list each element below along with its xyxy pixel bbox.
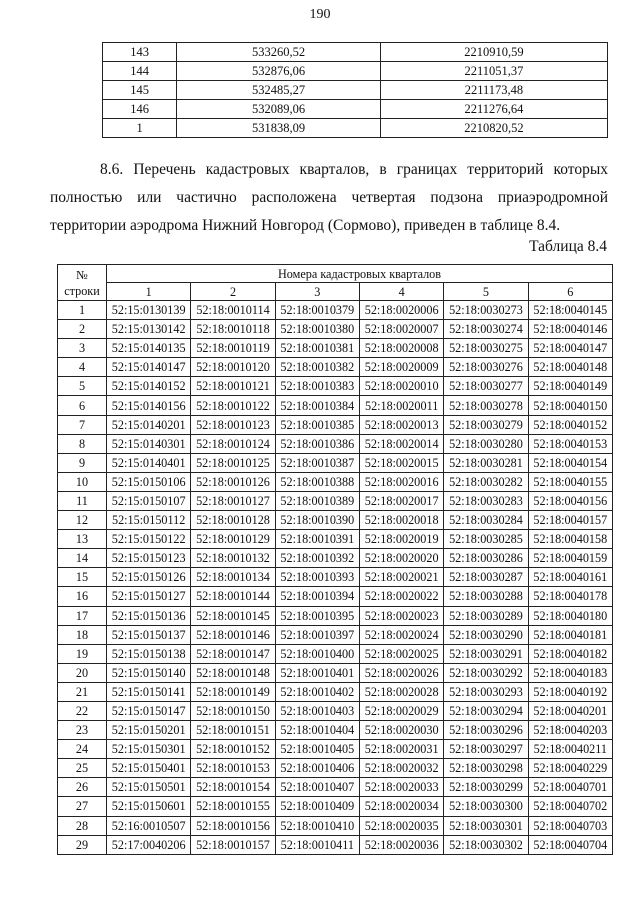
cadastral-number-cell: 52:18:0030291 xyxy=(444,644,528,663)
row-number-cell: 28 xyxy=(58,816,107,835)
cadastral-number-cell: 52:15:0150138 xyxy=(107,644,191,663)
cadastral-number-cell: 52:18:0020014 xyxy=(359,434,443,453)
cadastral-number-cell: 52:15:0150127 xyxy=(107,587,191,606)
cadastral-number-cell: 52:18:0010401 xyxy=(275,663,359,682)
cadastral-number-cell: 52:18:0040150 xyxy=(528,396,612,415)
cadastral-number-cell: 52:18:0010395 xyxy=(275,606,359,625)
cadastral-number-cell: 52:18:0030286 xyxy=(444,549,528,568)
cadastral-number-cell: 52:18:0040161 xyxy=(528,568,612,587)
cadastral-number-cell: 52:18:0040201 xyxy=(528,701,612,720)
cadastral-number-cell: 52:18:0010121 xyxy=(191,377,275,396)
row-number-cell: 23 xyxy=(58,721,107,740)
cadastral-number-cell: 52:18:0010386 xyxy=(275,434,359,453)
cadastral-number-cell: 52:18:0040178 xyxy=(528,587,612,606)
cadastral-number-cell: 52:18:0040702 xyxy=(528,797,612,816)
cadastral-number-cell: 52:18:0010126 xyxy=(191,472,275,491)
row-number-cell: 6 xyxy=(58,396,107,415)
row-number-cell: 29 xyxy=(58,835,107,854)
coordinates-table xyxy=(102,42,608,138)
cadastral-number-cell: 52:18:0010127 xyxy=(191,491,275,510)
cadastral-number-cell: 52:15:0150126 xyxy=(107,568,191,587)
cadastral-number-cell: 52:15:0150141 xyxy=(107,682,191,701)
cadastral-number-cell: 52:18:0010156 xyxy=(191,816,275,835)
paragraph-line: территории аэродрома Нижний Новгород (Сормово), приведен в таблице 8.4. xyxy=(50,217,561,234)
cadastral-number-cell: 52:18:0020008 xyxy=(359,339,443,358)
cadastral-number-cell: 52:18:0020009 xyxy=(359,358,443,377)
cadastral-blocks-table xyxy=(57,264,613,855)
cadastral-number-cell: 52:18:0040159 xyxy=(528,549,612,568)
cadastral-number-cell: 52:18:0020024 xyxy=(359,625,443,644)
row-number-cell: 20 xyxy=(58,663,107,682)
table-row xyxy=(58,778,613,797)
table-row xyxy=(58,759,613,778)
cadastral-number-cell: 52:18:0010380 xyxy=(275,320,359,339)
cadastral-number-cell: 52:18:0010134 xyxy=(191,568,275,587)
cadastral-number-cell: 52:15:0140152 xyxy=(107,377,191,396)
row-number-header xyxy=(58,265,107,301)
cadastral-number-cell: 52:18:0040147 xyxy=(528,339,612,358)
cadastral-number-cell: 52:18:0020034 xyxy=(359,797,443,816)
cadastral-number-cell: 52:15:0150201 xyxy=(107,721,191,740)
cadastral-number-cell: 52:18:0040704 xyxy=(528,835,612,854)
cadastral-number-cell: 52:18:0020028 xyxy=(359,682,443,701)
cadastral-number-cell: 52:18:0010387 xyxy=(275,453,359,472)
cadastral-number-cell: 52:18:0040181 xyxy=(528,625,612,644)
row-number-cell: 13 xyxy=(58,530,107,549)
column-number-header: 2 xyxy=(191,283,275,301)
row-number-cell: 1 xyxy=(58,301,107,320)
cadastral-number-cell: 52:18:0040146 xyxy=(528,320,612,339)
cadastral-number-cell: 52:18:0010119 xyxy=(191,339,275,358)
row-number-cell: 17 xyxy=(58,606,107,625)
cadastral-number-cell: 52:18:0010120 xyxy=(191,358,275,377)
table-row xyxy=(58,740,613,759)
cadastral-number-cell: 52:18:0030281 xyxy=(444,453,528,472)
row-number-cell: 7 xyxy=(58,415,107,434)
paragraph-line: полностью или частично расположена четвертая подзона приаэродромной xyxy=(50,189,608,206)
row-number-cell: 18 xyxy=(58,625,107,644)
cadastral-number-cell: 52:18:0020013 xyxy=(359,415,443,434)
cadastral-number-cell: 52:15:0140156 xyxy=(107,396,191,415)
row-number-header-line: строки xyxy=(64,283,100,298)
table-row xyxy=(58,377,613,396)
cadastral-number-cell: 52:18:0030300 xyxy=(444,797,528,816)
cadastral-number-cell: 52:18:0030293 xyxy=(444,682,528,701)
cadastral-number-cell: 52:18:0030292 xyxy=(444,663,528,682)
cadastral-number-cell: 52:18:0010393 xyxy=(275,568,359,587)
cadastral-number-cell: 52:18:0040180 xyxy=(528,606,612,625)
cadastral-number-cell: 52:18:0010384 xyxy=(275,396,359,415)
cadastral-number-cell: 52:15:0150106 xyxy=(107,472,191,491)
cadastral-number-cell: 52:18:0010144 xyxy=(191,587,275,606)
cadastral-number-cell: 52:18:0040192 xyxy=(528,682,612,701)
cadastral-number-cell: 52:18:0010122 xyxy=(191,396,275,415)
table-cell: 2211051,37 xyxy=(380,62,607,81)
row-number-cell: 19 xyxy=(58,644,107,663)
table-cell: 2211276,64 xyxy=(380,100,607,119)
table-row xyxy=(58,587,613,606)
cadastral-number-cell: 52:18:0030290 xyxy=(444,625,528,644)
cadastral-number-cell: 52:18:0030282 xyxy=(444,472,528,491)
row-number-cell: 25 xyxy=(58,759,107,778)
table-row xyxy=(58,701,613,720)
cadastral-number-cell: 52:18:0040203 xyxy=(528,721,612,740)
table-caption: Таблица 8.4 xyxy=(529,238,607,255)
cadastral-number-cell: 52:18:0020021 xyxy=(359,568,443,587)
column-number-row xyxy=(58,283,613,301)
row-number-cell: 16 xyxy=(58,587,107,606)
cadastral-number-cell: 52:18:0030288 xyxy=(444,587,528,606)
cadastral-number-cell: 52:15:0150301 xyxy=(107,740,191,759)
cadastral-number-cell: 52:15:0150501 xyxy=(107,778,191,797)
table-cell: 144 xyxy=(103,62,177,81)
cadastral-number-cell: 52:18:0010157 xyxy=(191,835,275,854)
cadastral-number-cell: 52:18:0020020 xyxy=(359,549,443,568)
cadastral-number-cell: 52:15:0150112 xyxy=(107,511,191,530)
table-row xyxy=(58,625,613,644)
cadastral-number-cell: 52:18:0040152 xyxy=(528,415,612,434)
table-row xyxy=(103,43,608,62)
cadastral-number-cell: 52:18:0010145 xyxy=(191,606,275,625)
table-row xyxy=(58,549,613,568)
cadastral-number-cell: 52:18:0010390 xyxy=(275,511,359,530)
cadastral-number-cell: 52:18:0020031 xyxy=(359,740,443,759)
cadastral-number-cell: 52:18:0020029 xyxy=(359,701,443,720)
cadastral-number-cell: 52:18:0030276 xyxy=(444,358,528,377)
column-number-header: 6 xyxy=(528,283,612,301)
page-number: 190 xyxy=(309,7,331,22)
cadastral-number-cell: 52:18:0020022 xyxy=(359,587,443,606)
row-number-cell: 8 xyxy=(58,434,107,453)
table-row xyxy=(58,644,613,663)
cadastral-number-cell: 52:18:0030279 xyxy=(444,415,528,434)
table-row xyxy=(103,119,608,138)
table-row xyxy=(58,835,613,854)
table-row xyxy=(58,472,613,491)
cadastral-number-cell: 52:18:0020016 xyxy=(359,472,443,491)
cadastral-number-cell: 52:18:0010411 xyxy=(275,835,359,854)
cadastral-number-cell: 52:18:0010391 xyxy=(275,530,359,549)
row-number-cell: 24 xyxy=(58,740,107,759)
cadastral-number-cell: 52:18:0010155 xyxy=(191,797,275,816)
cadastral-number-cell: 52:18:0020026 xyxy=(359,663,443,682)
cadastral-number-cell: 52:18:0010403 xyxy=(275,701,359,720)
cadastral-number-cell: 52:15:0150136 xyxy=(107,606,191,625)
table-cell: 2210910,59 xyxy=(380,43,607,62)
cadastral-number-cell: 52:18:0010389 xyxy=(275,491,359,510)
cadastral-number-cell: 52:18:0040145 xyxy=(528,301,612,320)
column-number-header: 4 xyxy=(359,283,443,301)
cadastral-number-cell: 52:18:0010404 xyxy=(275,721,359,740)
table-header-row xyxy=(58,265,613,283)
cadastral-number-cell: 52:18:0020006 xyxy=(359,301,443,320)
table-row xyxy=(58,339,613,358)
cadastral-number-cell: 52:18:0040158 xyxy=(528,530,612,549)
cadastral-number-cell: 52:18:0010410 xyxy=(275,816,359,835)
column-number-header: 1 xyxy=(107,283,191,301)
cadastral-number-cell: 52:18:0010114 xyxy=(191,301,275,320)
row-number-cell: 5 xyxy=(58,377,107,396)
cadastral-number-cell: 52:15:0150401 xyxy=(107,759,191,778)
table-row xyxy=(58,434,613,453)
table-cell: 532089,06 xyxy=(177,100,381,119)
cadastral-number-cell: 52:18:0010149 xyxy=(191,682,275,701)
table-row xyxy=(58,320,613,339)
cadastral-number-cell: 52:15:0140135 xyxy=(107,339,191,358)
cadastral-number-cell: 52:18:0030275 xyxy=(444,339,528,358)
row-number-cell: 3 xyxy=(58,339,107,358)
cadastral-number-cell: 52:18:0030284 xyxy=(444,511,528,530)
cadastral-number-cell: 52:18:0030283 xyxy=(444,491,528,510)
cadastral-number-cell: 52:18:0020035 xyxy=(359,816,443,835)
cadastral-number-cell: 52:18:0010382 xyxy=(275,358,359,377)
cadastral-number-cell: 52:18:0010383 xyxy=(275,377,359,396)
cadastral-number-cell: 52:18:0030277 xyxy=(444,377,528,396)
cadastral-number-cell: 52:18:0030285 xyxy=(444,530,528,549)
row-number-cell: 27 xyxy=(58,797,107,816)
cadastral-number-cell: 52:18:0040211 xyxy=(528,740,612,759)
cadastral-number-cell: 52:18:0010400 xyxy=(275,644,359,663)
cadastral-number-cell: 52:15:0150122 xyxy=(107,530,191,549)
table-row xyxy=(58,511,613,530)
paragraph-line: 8.6. Перечень кадастровых кварталов, в границах территорий которых xyxy=(100,161,608,178)
cadastral-number-cell: 52:15:0140201 xyxy=(107,415,191,434)
cadastral-number-cell: 52:15:0140301 xyxy=(107,434,191,453)
row-number-cell: 9 xyxy=(58,453,107,472)
cadastral-number-cell: 52:18:0030302 xyxy=(444,835,528,854)
cadastral-number-cell: 52:17:0040206 xyxy=(107,835,191,854)
cadastral-number-cell: 52:16:0010507 xyxy=(107,816,191,835)
cadastral-number-cell: 52:18:0030273 xyxy=(444,301,528,320)
row-number-cell: 11 xyxy=(58,491,107,510)
cadastral-number-cell: 52:18:0030287 xyxy=(444,568,528,587)
cadastral-number-cell: 52:18:0020015 xyxy=(359,453,443,472)
cadastral-number-cell: 52:15:0150147 xyxy=(107,701,191,720)
cadastral-number-cell: 52:18:0010379 xyxy=(275,301,359,320)
table-row xyxy=(58,682,613,701)
cadastral-number-cell: 52:18:0010132 xyxy=(191,549,275,568)
table-row xyxy=(58,301,613,320)
cadastral-number-cell: 52:15:0130139 xyxy=(107,301,191,320)
cadastral-number-cell: 52:18:0030301 xyxy=(444,816,528,835)
cadastral-number-cell: 52:15:0150140 xyxy=(107,663,191,682)
cadastral-number-cell: 52:18:0020023 xyxy=(359,606,443,625)
row-number-cell: 2 xyxy=(58,320,107,339)
cadastral-number-cell: 52:18:0010151 xyxy=(191,721,275,740)
cadastral-number-cell: 52:18:0020011 xyxy=(359,396,443,415)
table-cell: 146 xyxy=(103,100,177,119)
cadastral-number-cell: 52:18:0040182 xyxy=(528,644,612,663)
cadastral-number-cell: 52:18:0040156 xyxy=(528,491,612,510)
table-cell: 2210820,52 xyxy=(380,119,607,138)
column-number-header: 5 xyxy=(444,283,528,301)
cadastral-number-cell: 52:18:0010129 xyxy=(191,530,275,549)
cadastral-number-cell: 52:18:0020010 xyxy=(359,377,443,396)
cadastral-number-cell: 52:18:0010152 xyxy=(191,740,275,759)
table-row xyxy=(58,663,613,682)
cadastral-number-cell: 52:18:0020030 xyxy=(359,721,443,740)
cadastral-number-cell: 52:18:0020018 xyxy=(359,511,443,530)
cadastral-number-cell: 52:18:0040154 xyxy=(528,453,612,472)
table-cell: 145 xyxy=(103,81,177,100)
row-number-cell: 15 xyxy=(58,568,107,587)
row-number-cell: 12 xyxy=(58,511,107,530)
cadastral-number-cell: 52:18:0040153 xyxy=(528,434,612,453)
table-row xyxy=(58,530,613,549)
cadastral-number-cell: 52:18:0010153 xyxy=(191,759,275,778)
cadastral-number-cell: 52:15:0150123 xyxy=(107,549,191,568)
cadastral-number-cell: 52:18:0010148 xyxy=(191,663,275,682)
cadastral-number-cell: 52:18:0030280 xyxy=(444,434,528,453)
table-row xyxy=(58,606,613,625)
row-number-cell: 22 xyxy=(58,701,107,720)
cadastral-number-cell: 52:15:0130142 xyxy=(107,320,191,339)
cadastral-number-cell: 52:18:0010397 xyxy=(275,625,359,644)
row-number-cell: 26 xyxy=(58,778,107,797)
cadastral-number-cell: 52:18:0010385 xyxy=(275,415,359,434)
table-row xyxy=(58,453,613,472)
cadastral-number-cell: 52:18:0010394 xyxy=(275,587,359,606)
cadastral-number-cell: 52:18:0030298 xyxy=(444,759,528,778)
table-row xyxy=(58,568,613,587)
cadastral-number-cell: 52:18:0030274 xyxy=(444,320,528,339)
table-cell: 532485,27 xyxy=(177,81,381,100)
cadastral-number-cell: 52:18:0010388 xyxy=(275,472,359,491)
cadastral-number-cell: 52:18:0040701 xyxy=(528,778,612,797)
cadastral-number-cell: 52:18:0020007 xyxy=(359,320,443,339)
table-row xyxy=(58,797,613,816)
group-header: Номера кадастровых кварталов xyxy=(107,265,613,283)
cadastral-number-cell: 52:18:0040149 xyxy=(528,377,612,396)
table-row xyxy=(58,491,613,510)
cadastral-number-cell: 52:18:0040155 xyxy=(528,472,612,491)
table-row xyxy=(58,415,613,434)
cadastral-number-cell: 52:18:0020036 xyxy=(359,835,443,854)
cadastral-number-cell: 52:18:0030278 xyxy=(444,396,528,415)
table-cell: 143 xyxy=(103,43,177,62)
table-row xyxy=(58,816,613,835)
cadastral-number-cell: 52:18:0040229 xyxy=(528,759,612,778)
cadastral-number-cell: 52:18:0010123 xyxy=(191,415,275,434)
row-number-cell: 4 xyxy=(58,358,107,377)
table-row xyxy=(103,62,608,81)
cadastral-number-cell: 52:15:0140401 xyxy=(107,453,191,472)
cadastral-number-cell: 52:18:0030299 xyxy=(444,778,528,797)
table-row xyxy=(103,81,608,100)
cadastral-number-cell: 52:18:0010125 xyxy=(191,453,275,472)
cadastral-number-cell: 52:15:0150107 xyxy=(107,491,191,510)
table-cell: 533260,52 xyxy=(177,43,381,62)
cadastral-number-cell: 52:18:0010147 xyxy=(191,644,275,663)
table-row xyxy=(58,721,613,740)
row-number-cell: 14 xyxy=(58,549,107,568)
table-cell: 531838,09 xyxy=(177,119,381,138)
cadastral-number-cell: 52:18:0010406 xyxy=(275,759,359,778)
table-cell: 2211173,48 xyxy=(380,81,607,100)
row-number-header-line: № xyxy=(76,267,88,282)
cadastral-number-cell: 52:18:0030294 xyxy=(444,701,528,720)
cadastral-number-cell: 52:18:0040148 xyxy=(528,358,612,377)
cadastral-number-cell: 52:18:0010392 xyxy=(275,549,359,568)
cadastral-number-cell: 52:18:0020017 xyxy=(359,491,443,510)
cadastral-number-cell: 52:18:0030296 xyxy=(444,721,528,740)
cadastral-number-cell: 52:18:0020019 xyxy=(359,530,443,549)
row-number-cell: 21 xyxy=(58,682,107,701)
cadastral-number-cell: 52:18:0010118 xyxy=(191,320,275,339)
cadastral-number-cell: 52:18:0010146 xyxy=(191,625,275,644)
cadastral-number-cell: 52:18:0030297 xyxy=(444,740,528,759)
cadastral-number-cell: 52:18:0040703 xyxy=(528,816,612,835)
table-row xyxy=(103,100,608,119)
cadastral-number-cell: 52:18:0010124 xyxy=(191,434,275,453)
cadastral-number-cell: 52:18:0040157 xyxy=(528,511,612,530)
row-number-cell: 10 xyxy=(58,472,107,491)
cadastral-number-cell: 52:18:0010405 xyxy=(275,740,359,759)
cadastral-number-cell: 52:18:0010409 xyxy=(275,797,359,816)
table-row xyxy=(58,396,613,415)
cadastral-number-cell: 52:18:0010154 xyxy=(191,778,275,797)
cadastral-number-cell: 52:15:0140147 xyxy=(107,358,191,377)
cadastral-number-cell: 52:18:0020025 xyxy=(359,644,443,663)
cadastral-number-cell: 52:18:0030289 xyxy=(444,606,528,625)
cadastral-number-cell: 52:15:0150137 xyxy=(107,625,191,644)
cadastral-number-cell: 52:18:0020032 xyxy=(359,759,443,778)
cadastral-number-cell: 52:18:0040183 xyxy=(528,663,612,682)
paragraph-8-6 xyxy=(50,156,608,240)
cadastral-number-cell: 52:15:0150601 xyxy=(107,797,191,816)
cadastral-number-cell: 52:18:0010128 xyxy=(191,511,275,530)
cadastral-number-cell: 52:18:0010381 xyxy=(275,339,359,358)
table-cell: 532876,06 xyxy=(177,62,381,81)
cadastral-number-cell: 52:18:0010407 xyxy=(275,778,359,797)
table-cell: 1 xyxy=(103,119,177,138)
cadastral-number-cell: 52:18:0010150 xyxy=(191,701,275,720)
cadastral-number-cell: 52:18:0020033 xyxy=(359,778,443,797)
cadastral-number-cell: 52:18:0010402 xyxy=(275,682,359,701)
column-number-header: 3 xyxy=(275,283,359,301)
table-row xyxy=(58,358,613,377)
